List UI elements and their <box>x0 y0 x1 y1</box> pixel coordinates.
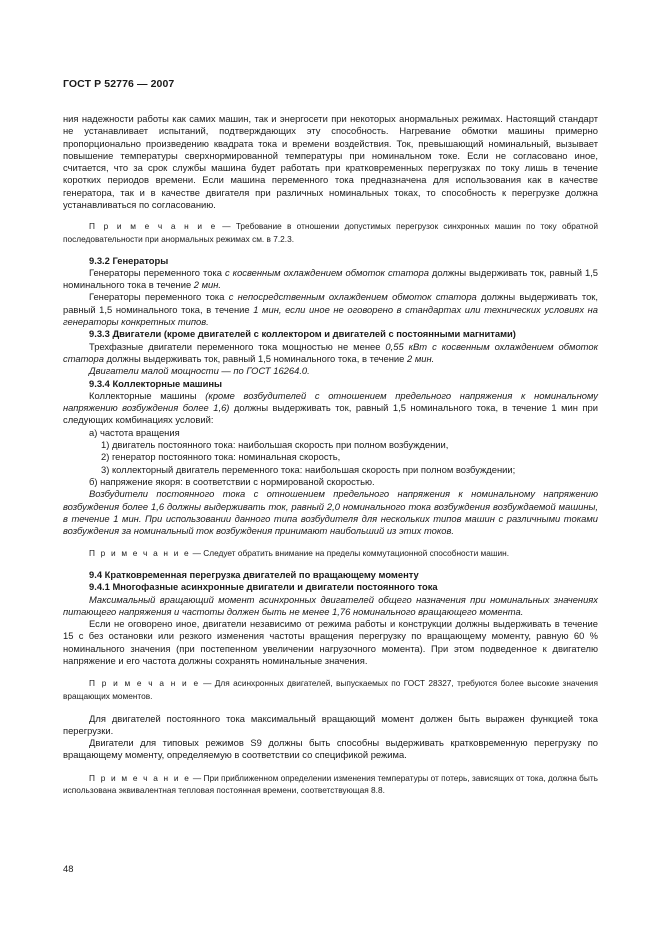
section-heading-9-3-2: 9.3.2 Генераторы <box>89 254 169 266</box>
paragraph <box>63 365 598 377</box>
list-item: 1) двигатель постоянного тока: наибольшая скорость при полном возбуждении, <box>101 439 449 451</box>
text-span: должны выдерживать ток, равный 1,5 номинального тока, в течение <box>63 291 598 315</box>
note-label: П р и м е ч а н и е <box>89 221 217 232</box>
text-span: Коллекторные машины <box>89 389 206 401</box>
italic-span: Возбудители постоянного тока с отношением предельного напряжения к номинальному напряжению возбуждения более 1,6 должны выдерживать ток, равный 2,0 номинального тока возбуждения возбуждаемой машины, в течение 1 мин. При использовании данного типа возбудителя для нескольких типов машин с различными токами возбуждения за номинальный ток возбуждения принимают наибольший из этих токов. <box>63 488 598 537</box>
note-text: — Требование в отношении допустимых перегрузок синхронных машин по току обратной последовательности при анормальных режимах см. в 7.2.3. <box>63 221 598 244</box>
italic-span: с непосредственным охлаждением обмоток статора <box>228 291 477 303</box>
note-4 <box>63 772 598 797</box>
italic-span: 2 мин. <box>407 352 435 364</box>
note-text: — При приближенном определении изменения температуры от потерь, зависящих от тока, должна быть использована эквивалентная тепловая постоянная времени, соответствующая 8.8. <box>63 772 598 796</box>
section-heading-9-3-3: 9.3.3 Двигатели (кроме двигателей с коллектором и двигателей с постоянными магнитами) <box>89 328 516 340</box>
text-span: должны выдерживать ток, равный 1,5 номинального тока в течение <box>63 266 598 291</box>
paragraph <box>63 341 598 366</box>
paragraph <box>63 291 598 328</box>
italic-span: с косвенным охлаждением обмоток статора <box>224 266 429 278</box>
paragraph <box>63 267 598 292</box>
section-heading-9-4: 9.4 Кратковременная перегрузка двигателей по вращающему моменту <box>89 568 419 580</box>
document-header: ГОСТ Р 52776 — 2007 <box>63 78 175 90</box>
note-1 <box>63 220 598 245</box>
paragraph <box>63 488 598 537</box>
text-span: Генераторы переменного тока <box>89 266 225 278</box>
section-heading-9-4-1: 9.4.1 Многофазные асинхронные двигатели и двигатели постоянного тока <box>89 581 438 593</box>
list-item: 2) генератор постоянного тока: номинальная скорость, <box>101 451 341 463</box>
note-3 <box>63 677 598 702</box>
italic-span: (кроме возбудителей с отношением предельного напряжения к номинальному напряжению возбуждения более 1,6) <box>63 389 598 414</box>
text-span: должны выдерживать ток, равный 1,5 номинального тока, в течение 1 мин при следующих комбинациях условий: <box>63 402 599 426</box>
italic-span: Двигатели малой мощности — по ГОСТ 16264.0. <box>89 365 310 377</box>
text-span: Трехфазные двигатели переменного тока мощностью не менее <box>89 340 386 352</box>
paragraph: Двигатели для типовых режимов S9 должны быть способны выдерживать кратковременную перегрузку по вращающему моменту, определяемую в соответствии со спецификой режима. <box>63 737 598 761</box>
paragraph: Если не оговорено иное, двигатели независимо от режима работы и конструкции должны выдерживать в течение 15 с без остановки или резкого изменения частоты вращения перегрузку по вращающему моменту, равную 60 % номинального значения (при постепенном увеличении нагрузочного момента). При этом подведенное к двигателю напряжение и его частота должны сохранять номинальные значения. <box>63 618 598 667</box>
page-number: 48 <box>63 863 74 874</box>
note-2 <box>63 547 598 560</box>
italic-span: 1 мин, если иное не оговорено в стандартах или технических условиях на генераторы конкретных типов. <box>63 303 598 328</box>
paragraph <box>63 390 598 427</box>
text-span: должны выдерживать ток, равный 1,5 номинального тока, в течение <box>103 352 407 364</box>
list-item: а) частота вращения <box>89 426 180 438</box>
note-label: П р и м е ч а н и е <box>89 772 191 783</box>
text-span: Генераторы переменного тока <box>89 291 229 303</box>
note-label: П р и м е ч а н и е <box>89 678 200 689</box>
note-text: — Для асинхронных двигателей, выпускаемых по ГОСТ 28327, требуются более высокие значения вращающих моментов. <box>63 678 598 701</box>
italic-span: Максимальный вращающий момент асинхронных двигателей общего назначения при номинальных значениях питающего напряжения и частоты должен быть не менее 1,76 номинального вращающего момента. <box>63 593 598 617</box>
italic-span: 2 мин. <box>193 279 222 291</box>
intro-paragraph: ния надежности работы как самих машин, так и энергосети при некоторых анормальных режимах. Настоящий стандарт не устанавливает испытаний, подтверждающих эту способность. Нагревание обмотки машины примерно пропорционально произведению квадрата тока и времени воздействия. Ток, превышающий номинальный, вызывает повышение температуры сверхнормированной температуры при номинальном токе. Если не согласовано иное, считается, что за срок службы машина будет работать при кратковременных перегрузках по току лишь в течение коротких периодов времени. Если машина переменного тока предназначена для использования как в качестве генератора, так и в качестве двигателя при различных номинальных токах, то способность к перегрузке должна устанавливаться по согласованию. <box>63 113 598 211</box>
note-text: — Следует обратить внимание на пределы коммутационной способности машин. <box>190 548 510 559</box>
note-label: П р и м е ч а н и е <box>89 548 191 559</box>
document-body <box>63 113 598 797</box>
section-heading-9-3-4: 9.3.4 Коллекторные машины <box>89 377 223 389</box>
paragraph: Для двигателей постоянного тока максимальный вращающий момент должен быть выражен функцией тока перегрузки. <box>63 712 598 736</box>
list-item: 3) коллекторный двигатель переменного тока: наибольшая скорость при полном возбуждении; <box>101 463 516 475</box>
paragraph <box>63 594 598 619</box>
italic-span: 0,55 кВт с косвенным охлаждением обмоток статора <box>63 340 598 364</box>
list-item: б) напряжение якоря: в соответствии с нормированой скоростью. <box>89 475 375 487</box>
